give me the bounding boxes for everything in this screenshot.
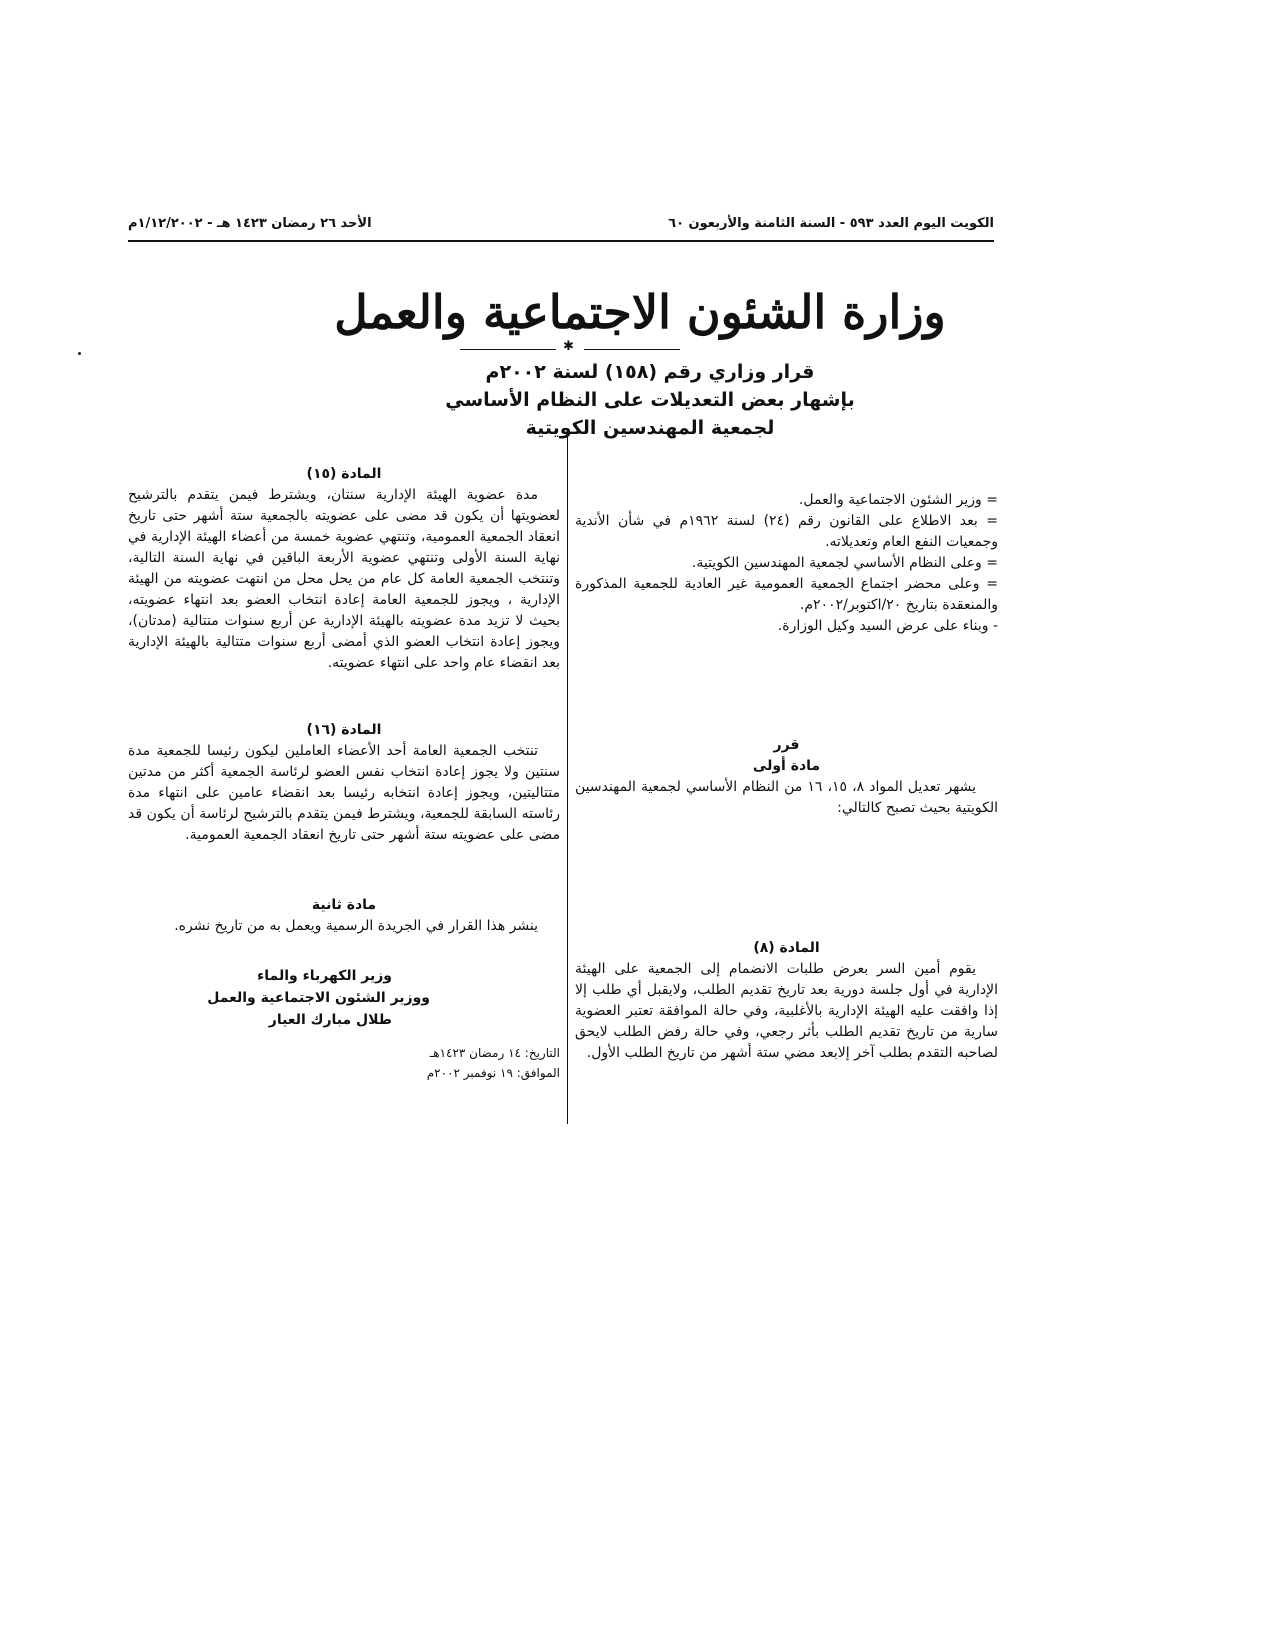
second-article-text: ينشر هذا القرار في الجريدة الرسمية ويعمل به من تاريخ نشره. (174, 918, 538, 934)
article-8 (575, 938, 998, 1064)
decree-title-line-2: بإشهار بعض التعديلات على النظام الأساسي (445, 389, 855, 411)
decree-title-line-3: لجمعية المهندسين الكويتية (525, 417, 775, 439)
second-article-title: مادة ثانية (311, 897, 377, 913)
decree-title (300, 358, 1000, 442)
star-icon: ✱ (563, 339, 574, 354)
signature-title-2: ووزير الشئون الاجتماعية والعمل (207, 990, 430, 1006)
decides-heading: قرر (773, 737, 800, 753)
decision-block (575, 735, 998, 819)
article-8-title: المادة (٨) (753, 940, 820, 956)
hijri-date: التاريخ: ١٤ رمضان ١٤٢٣هـ (429, 1046, 560, 1060)
preamble-item: = بعد الاطلاع على القانون رقم (٢٤) لسنة ١٩٦٢م في شأن الأندية وجمعيات النفع العام وتعديلاته. (575, 513, 998, 550)
ornament-line-left (460, 349, 556, 350)
decree-dates (128, 1043, 560, 1083)
decree-title-line-1: قرار وزاري رقم (١٥٨) لسنة ٢٠٠٢م (485, 361, 815, 383)
column-divider (567, 434, 568, 1124)
article-16-text: تنتخب الجمعية العامة أحد الأعضاء العاملين ليكون رئيسا للجمعية مدة سنتين ولا يجوز إعادة انتخاب نفس العضو لرئاسة الجمعية أكثر من مدتين متتاليتين، ويجوز إعادة انتخابه رئيسا بعد انقضاء عامين على انتهاء مدة رئاسته السابقة للجمعية، ويشترط فيمن يتقدم بالترشيح لرئاسة أن يكون قد مضى على عضويته ستة أشهر حتى تاريخ انعقاد الجمعية العمومية. (128, 743, 560, 843)
first-article-text: يشهر تعديل المواد ٨، ١٥، ١٦ من النظام الأساسي لجمعية المهندسين الكويتية بحيث تصبح كالتالي: (575, 779, 998, 816)
article-8-text: يقوم أمين السر بعرض طلبات الانضمام إلى الجمعية على الهيئة الإدارية في أول جلسة دورية بعد تاريخ تقديم الطلب، ولايقبل أي طلب إلا إذا وافقت عليه الهيئة الإدارية بالأغلبية، وفي حالة الموافقة تعتبر العضوية سارية من تاريخ تقديم الطلب بأثر رجعي، وفي حالة رفض الطلب لايحق لصاحبه التقدم بطلب آخر إلابعد مضي ستة أشهر من تاريخ الطلب الأول. (575, 961, 998, 1061)
article-15 (128, 464, 560, 674)
article-16 (128, 720, 560, 846)
article-second (128, 895, 560, 937)
article-15-text: مدة عضوية الهيئة الإدارية سنتان، ويشترط فيمن يتقدم بالترشيح لعضويتها أن يكون قد مضى على عضويته بالجمعية ستة أشهر حتى تاريخ انعقاد الجمعية العمومية، وتنتهي عضوية خمسة من أعضاء الهيئة الإدارية في نهاية السنة الأولى وتنتهي عضوية الأربعة الباقين في نهاية السنة التالية، وتنتخب الجمعية العامة كل عام من يحل محل من انتهت عضويته من الهيئة الإدارية ، ويجوز للجمعية العامة إعادة انتخاب العضو بعد انتهاء عضويته، بحيث لا تزيد مدة عضويته بالهيئة الإدارية عن أربع سنوات متتالية (مدتان)، ويجوز إعادة انتخاب العضو الذي أمضى أربع سنوات متتالية بالهيئة الإدارية بعد انقضاء عام واحد على انتهاء عضويته. (128, 487, 560, 671)
header-issue-info: الكويت اليوم العدد ٥٩٣ - السنة الثامنة والأربعون ٦٠ (668, 216, 994, 231)
article-15-title: المادة (١٥) (306, 466, 382, 482)
title-ornament (460, 339, 680, 354)
article-16-title: المادة (١٦) (306, 722, 382, 738)
preamble-item: - وبناء على عرض السيد وكيل الوزارة. (777, 618, 998, 634)
scan-speck (78, 352, 81, 355)
header-rule (128, 240, 994, 242)
signature-name: طلال مبارك العيار (268, 1012, 392, 1028)
header-date: الأحد ٢٦ رمضان ١٤٢٣ هـ - ١/١٢/٢٠٠٢م (128, 216, 372, 231)
gregorian-date: الموافق: ١٩ نوفمبر ٢٠٠٢م (426, 1066, 560, 1080)
signature-block (128, 965, 560, 1031)
preamble-item: = وزير الشئون الاجتماعية والعمل. (798, 492, 998, 508)
first-article-title: مادة أولى (752, 758, 821, 774)
signature-title-1: وزير الكهرباء والماء (257, 968, 392, 984)
ornament-line-right (584, 349, 680, 350)
page-header (128, 216, 994, 236)
preamble-item: = وعلى محضر اجتماع الجمعية العمومية غير العادية للجمعية المذكورة والمنعقدة بتاريخ ٢٠/اكتوبر/٢٠٠٢م. (575, 576, 998, 613)
preamble (575, 490, 998, 637)
preamble-item: = وعلى النظام الأساسي لجمعية المهندسين الكويتية. (691, 555, 998, 571)
ministry-title: وزارة الشئون الاجتماعية والعمل (334, 285, 946, 339)
